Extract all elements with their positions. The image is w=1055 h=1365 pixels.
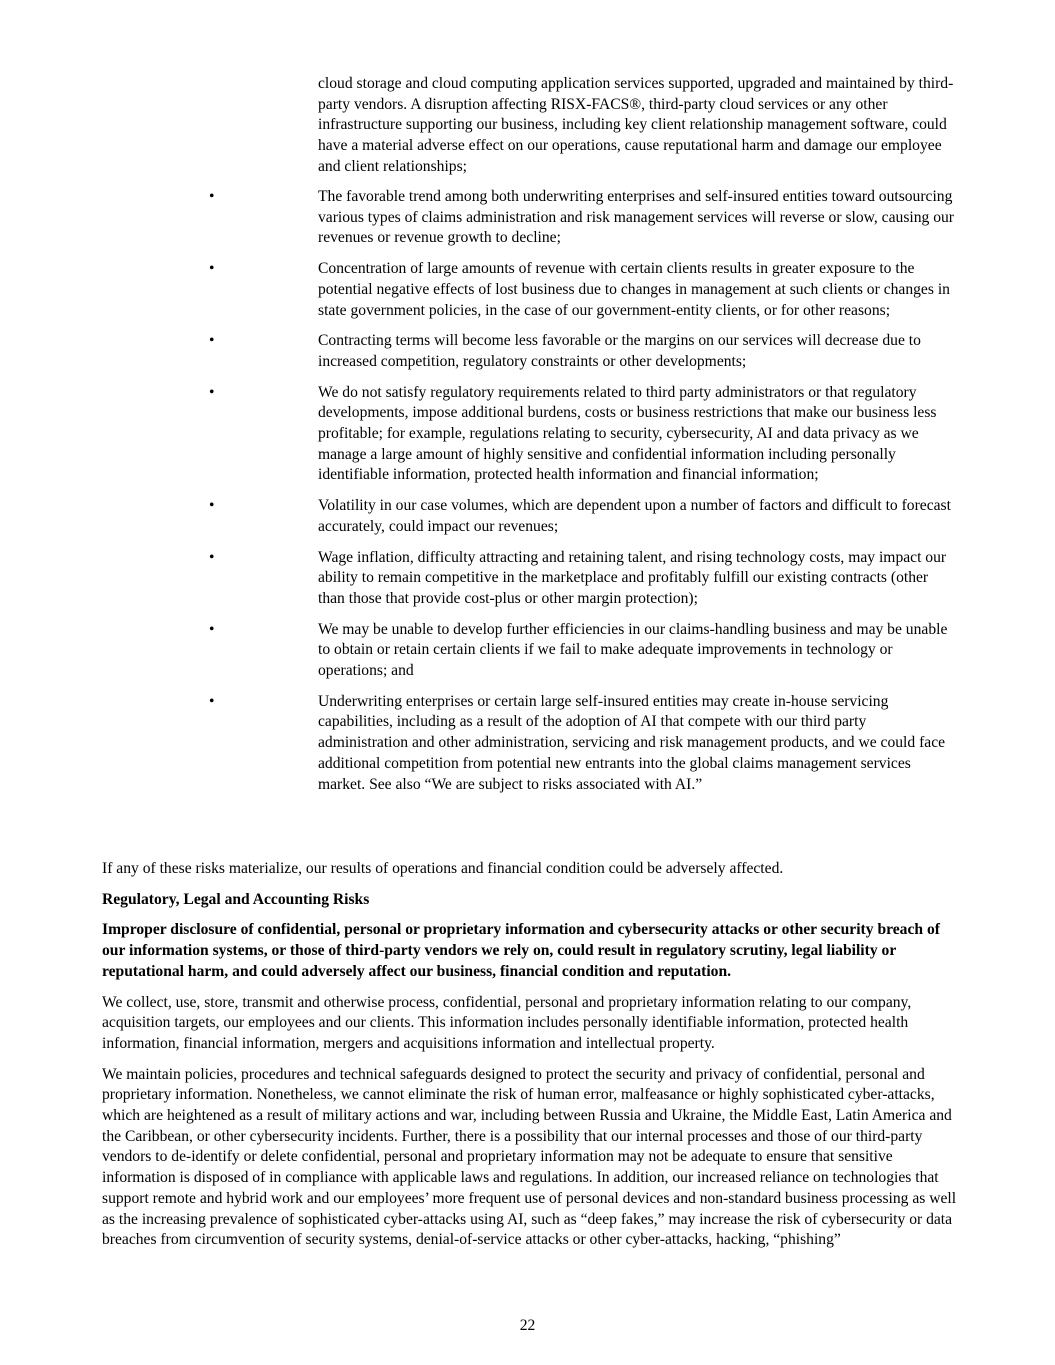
bullet-icon: • (209, 383, 215, 401)
page-number: 22 (519, 1317, 536, 1334)
bullet-icon: • (209, 497, 215, 515)
bullet-text: Contracting terms will become less favorable or the margins on our services will decrease due to increased competition, regulatory constraints or other developments; (318, 332, 921, 370)
risk-bullet-list (0, 187, 1055, 805)
body-paragraph: We collect, use, store, transmit and otherwise process, confidential, personal and proprietary information relating to our company, acquisition targets, our employees and our clients. This information includes personally identifiable information, protected health information, financial information, mergers and acquisitions information and intellectual property. (102, 993, 912, 1052)
bullet-item (0, 496, 958, 537)
risk-heading: Improper disclosure of confidential, personal or proprietary information and cybersecurity attacks or other security breach of our information systems, or those of third-party vendors we rely on, could result in regulatory scrutiny, legal liability or reputational harm, and could adversely affect our business, financial condition and reputation. (102, 921, 940, 980)
bullet-icon: • (209, 620, 215, 638)
bullet-text: The favorable trend among both underwriting enterprises and self-insured entities toward outsourcing various types of claims administration and risk management services will reverse or slow, causing our revenues or revenue growth to decline; (318, 188, 955, 247)
bullet-icon: • (209, 332, 215, 350)
bullet-item (0, 187, 958, 249)
section-heading: Regulatory, Legal and Accounting Risks (102, 890, 370, 908)
bullet-icon: • (209, 548, 215, 566)
bullet-text: Concentration of large amounts of revenue with certain clients results in greater exposure to the potential negative effects of lost business due to changes in management at such clients or changes in state government policies, in the case of our government-entity clients, or for other reasons; (318, 260, 950, 319)
bullet-text: We do not satisfy regulatory requirements related to third party administrators or that regulatory developments, impose additional burdens, costs or business restrictions that make our business less profitable; for example, regulations relating to security, cybersecurity, AI and data privacy as we manage a large amount of highly sensitive and confidential information including personally identifiable information, protected health information and financial information; (318, 383, 937, 484)
bullet-item (0, 383, 958, 487)
bullet-item (0, 259, 958, 321)
bullet-item (0, 548, 958, 610)
bullet-text: Underwriting enterprises or certain large self-insured entities may create in-house servicing capabilities, including as a result of the adoption of AI that compete with our third party administration and other administration, servicing and risk management products, and we could face additional competition from potential new entrants into the global claims management services market. See also “We are subject to risks associated with AI.” (318, 692, 946, 793)
bullet-item (0, 331, 958, 372)
continuation-paragraph: cloud storage and cloud computing application services supported, upgraded and maintained by third-party vendors. A disruption affecting RISX-FACS®, third-party cloud services or any other infrastructure supporting our business, including key client relationship management software, could have a material adverse effect on our operations, cause reputational harm and damage our employee and client relationships; (318, 75, 954, 175)
bullet-icon: • (209, 188, 215, 205)
summary-paragraph: If any of these risks materialize, our results of operations and financial condition could be adversely affected. (102, 860, 784, 877)
bullet-item (0, 692, 958, 796)
body-section (102, 859, 958, 1261)
bullet-icon: • (209, 692, 215, 710)
bullet-text: We may be unable to develop further efficiencies in our claims-handling business and may be unable to obtain or retain certain clients if we fail to make adequate improvements in technology or operations; and (318, 620, 948, 680)
bullet-item (0, 620, 958, 682)
bullet-text: Wage inflation, difficulty attracting and retaining talent, and rising technology costs, may impact our ability to remain competitive in the marketplace and profitably fulfill our existing contracts (other than those that provide cost-plus or other margin protection); (318, 548, 947, 607)
body-paragraph: We maintain policies, procedures and technical safeguards designed to protect the security and privacy of confidential, personal and proprietary information. Nonetheless, we cannot eliminate the risk of human error, malfeasance or highly sophisticated cyber-attacks, which are heightened as a result of military actions and war, including between Russia and Ukraine, the Middle East, Latin America and the Caribbean, or other cybersecurity incidents. Further, there is a possibility that our internal processes and those of our third-party vendors to de-identify or delete confidential, personal and proprietary information may not be adequate to ensure that sensitive information is disposed of in compliance with applicable laws and regulations. In addition, our increased reliance on technologies that support remote and hybrid work and our employees’ more frequent use of personal devices and non-standard business processing as well as the increasing prevalence of sophisticated cyber-attacks using AI, such as “deep fakes,” may increase the risk of cybersecurity or data breaches from circumvention of security systems, denial-of-service attacks or other cyber-attacks, hacking, “phishing” (102, 1065, 957, 1249)
bullet-text: Volatility in our case volumes, which are dependent upon a number of factors and difficult to forecast accurately, could impact our revenues; (318, 497, 951, 535)
bullet-icon: • (209, 260, 215, 278)
